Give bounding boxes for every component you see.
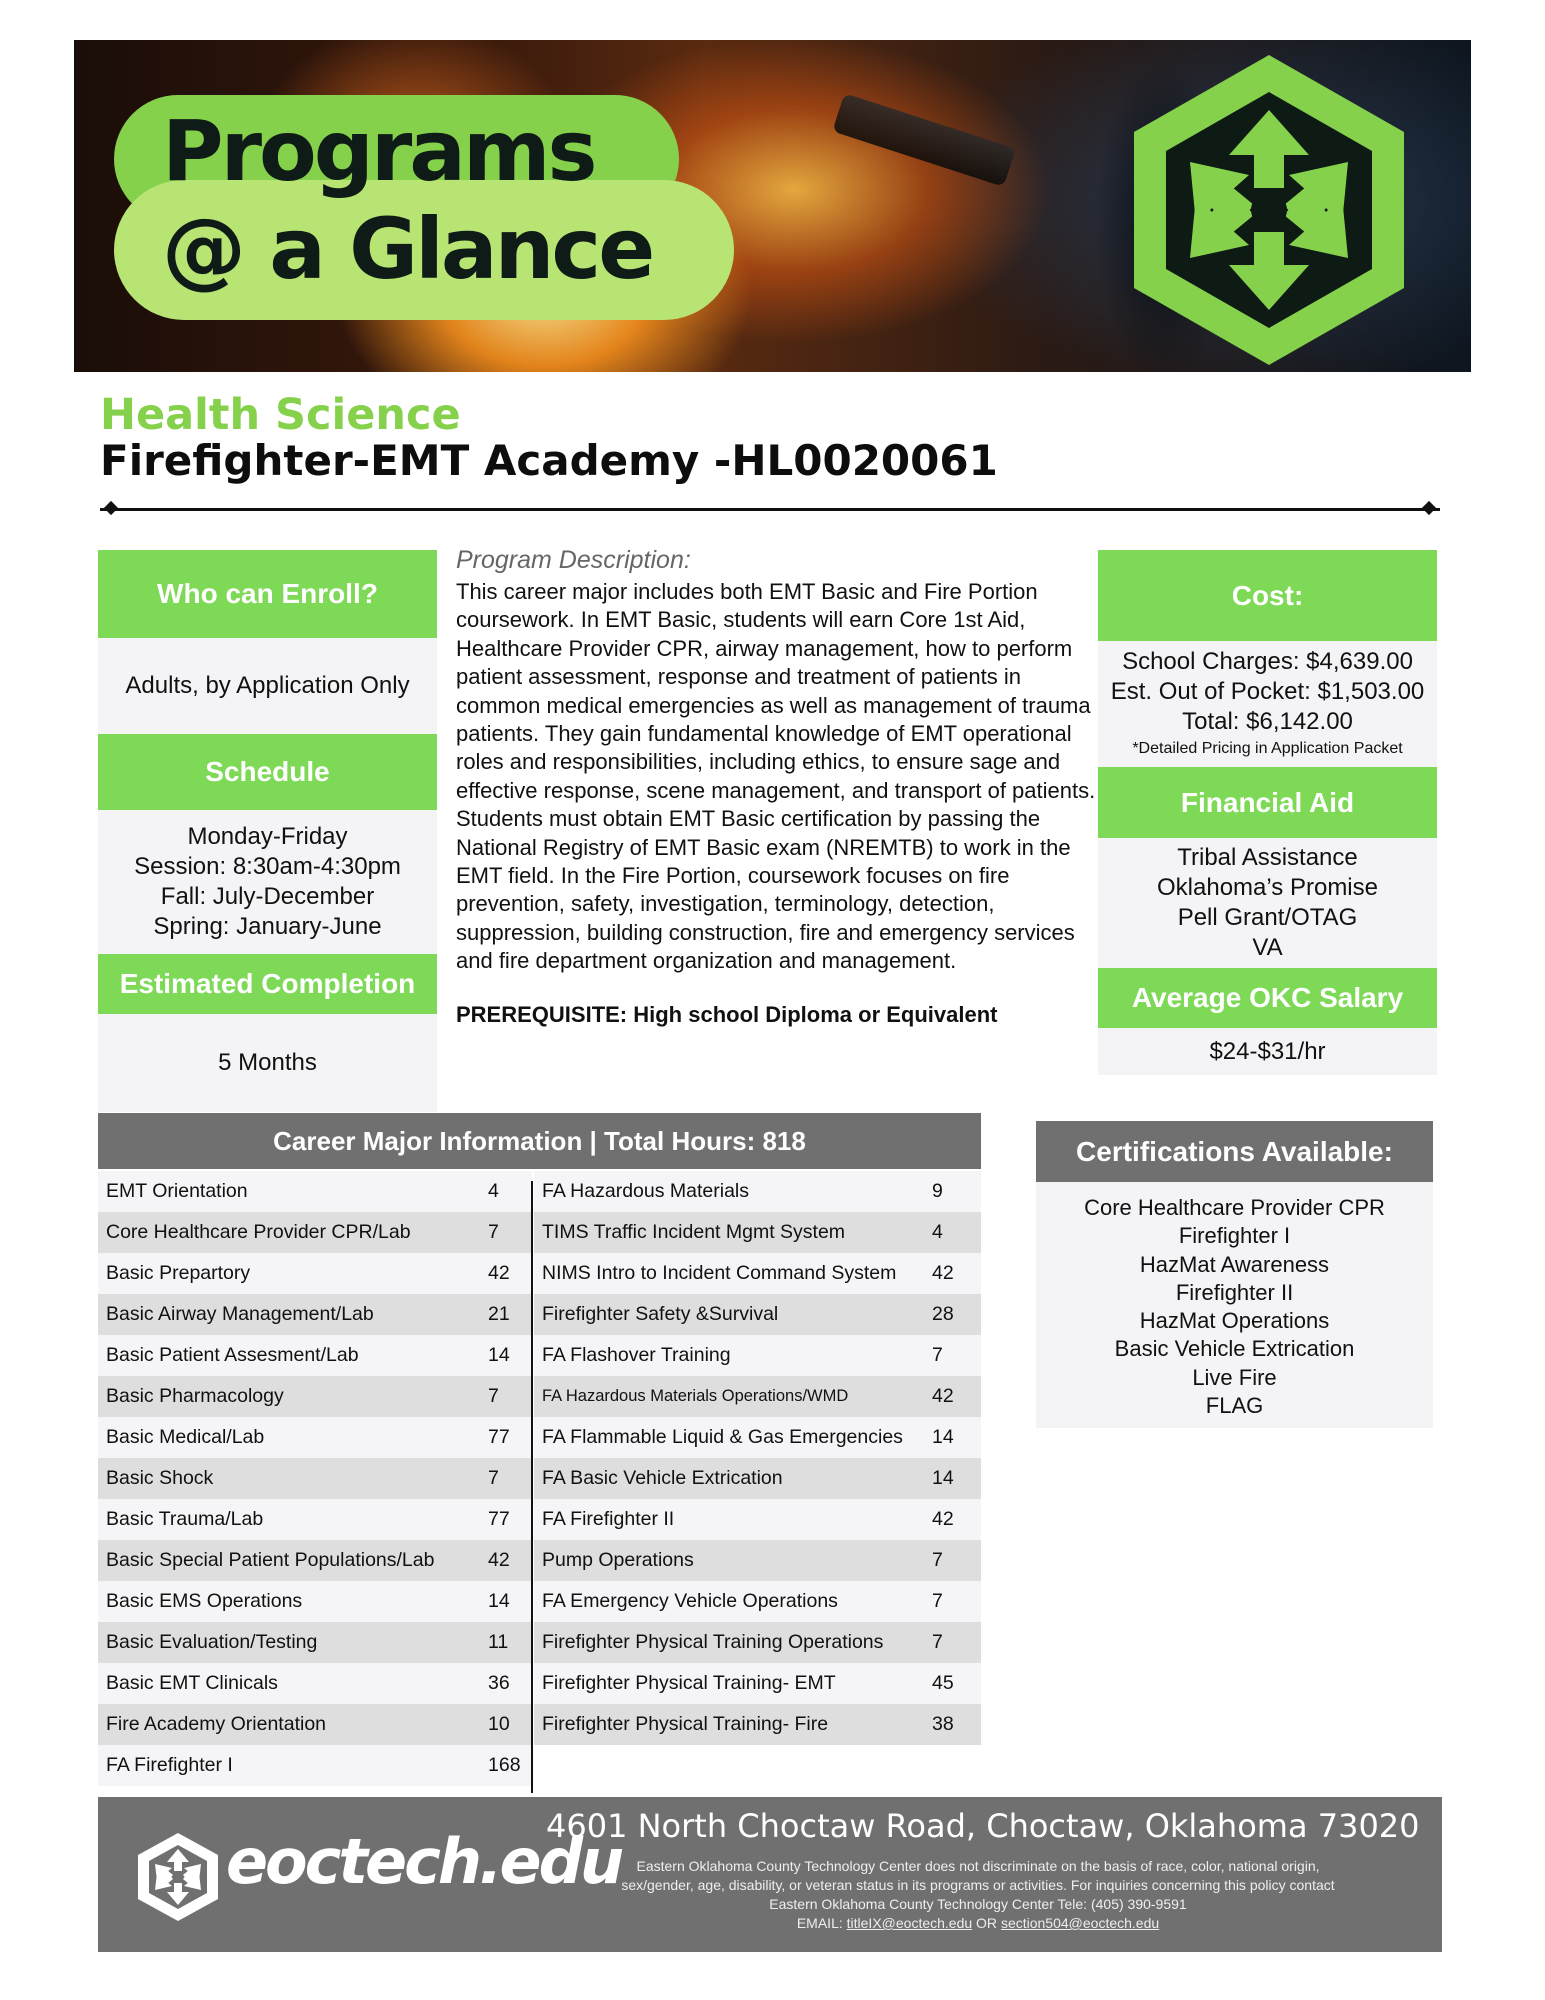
hero-banner <box>74 40 1471 372</box>
course-name: FA Firefighter II <box>542 1508 675 1530</box>
description-text: This career major includes both EMT Basic and Fire Portion coursework. In EMT Basic, students will earn Core 1st Aid, Healthcare Provider CPR, airway management, how to perform patient assessment, response and treatment of patients in common medical emergencies as well as management of trauma patients. They gain fundamental knowledge of EMT operational roles and responsibilities, including ethics, to ensure sage and effective response, scene management, and transport of patients. Students must obtain EMT Basic certification by passing the National Registry of EMT Basic exam (NREMTB) to work in the EMT field. In the Fire Portion, coursework focuses on fire prevention, safety, investigation, terminology, detection, suppression, building construction, fire and emergency services and fire department organization and management. <box>456 579 1096 974</box>
course-name: Basic Medical/Lab <box>106 1426 265 1448</box>
course-hours: 9 <box>932 1180 943 1202</box>
course-hours: 14 <box>932 1426 954 1448</box>
course-name: Basic Patient Assesment/Lab <box>106 1344 359 1366</box>
course-hours: 7 <box>488 1385 499 1407</box>
salary-text: $24-$31/hr <box>1209 1037 1326 1065</box>
course-hours: 28 <box>932 1303 954 1325</box>
table-row <box>534 1458 981 1499</box>
certification-item: FLAG <box>1205 1393 1264 1419</box>
enroll-text: Adults, by Application Only <box>125 672 410 699</box>
course-name: Basic Trauma/Lab <box>106 1508 264 1530</box>
course-name: NIMS Intro to Incident Command System <box>542 1262 897 1284</box>
cost-note: *Detailed Pricing in Application Packet <box>1132 740 1403 757</box>
course-hours: 7 <box>932 1344 943 1366</box>
table-row <box>534 1663 981 1704</box>
footer-notice <box>538 1857 1418 1933</box>
course-name: FA Hazardous Materials Operations/WMD <box>542 1387 849 1405</box>
course-hours: 7 <box>932 1631 943 1653</box>
course-hours: 42 <box>488 1262 510 1284</box>
financial-aid-heading: Financial Aid <box>1098 767 1437 838</box>
notice-line: Eastern Oklahoma County Technology Center does not discriminate on the basis of race, color, national origin, <box>636 1858 1320 1874</box>
email-label: EMAIL: <box>796 1915 843 1931</box>
table-row <box>98 1171 532 1212</box>
table-row <box>534 1499 981 1540</box>
enroll-heading: Who can Enroll? <box>98 550 437 638</box>
table-row <box>98 1622 532 1663</box>
email-or: OR <box>976 1915 998 1931</box>
table-row <box>98 1376 532 1417</box>
course-name: Basic Pharmacology <box>106 1385 284 1407</box>
email-link-title-ix[interactable]: titleIX@eoctech.edu <box>846 1915 973 1931</box>
course-name: Firefighter Safety &Survival <box>542 1303 779 1325</box>
table-row <box>534 1622 981 1663</box>
cost-body <box>1098 641 1437 767</box>
course-hours: 77 <box>488 1426 510 1448</box>
hero-title-line1: Programs <box>162 102 595 200</box>
notice-email-line <box>538 1914 1418 1933</box>
course-hours: 42 <box>932 1508 954 1530</box>
course-hours: 42 <box>488 1549 510 1571</box>
certification-item: Core Healthcare Provider CPR <box>1084 1195 1385 1220</box>
table-row <box>534 1376 981 1417</box>
footer <box>98 1797 1442 1952</box>
cost-school-charges: School Charges: $4,639.00 <box>1122 648 1413 675</box>
career-table-heading: Career Major Information | Total Hours: 818 <box>98 1113 981 1169</box>
footer-address: 4601 North Choctaw Road, Choctaw, Oklahoma 73020 <box>546 1807 1420 1845</box>
table-row <box>534 1253 981 1294</box>
prerequisite-text: PREREQUISITE: High school Diploma or Equivalent <box>456 1002 998 1027</box>
course-name: FA Basic Vehicle Extrication <box>542 1467 783 1489</box>
schedule-body <box>98 810 437 954</box>
financial-aid-item: Pell Grant/OTAG <box>1177 904 1358 931</box>
table-row <box>98 1499 532 1540</box>
course-name: Basic Airway Management/Lab <box>106 1303 374 1325</box>
cost-heading: Cost: <box>1098 550 1437 641</box>
table-row <box>534 1704 981 1745</box>
course-name: TIMS Traffic Incident Mgmt System <box>542 1221 846 1243</box>
completion-heading: Estimated Completion <box>98 954 437 1014</box>
course-name: Core Healthcare Provider CPR/Lab <box>106 1221 411 1243</box>
course-name: Firefighter Physical Training- EMT <box>542 1672 836 1694</box>
course-name: Firefighter Physical Training- Fire <box>542 1713 829 1735</box>
schedule-heading: Schedule <box>98 734 437 810</box>
description-heading: Program Description: <box>456 546 691 574</box>
hexagon-asterisk-logo-icon <box>136 1831 220 1923</box>
table-row <box>534 1540 981 1581</box>
certification-item: Live Fire <box>1192 1364 1277 1390</box>
course-hours: 168 <box>488 1754 521 1776</box>
certification-item: Firefighter II <box>1175 1279 1294 1305</box>
salary-heading: Average OKC Salary <box>1098 968 1437 1028</box>
course-hours: 14 <box>488 1590 510 1612</box>
table-row <box>98 1745 532 1786</box>
table-row <box>98 1663 532 1704</box>
table-row <box>98 1581 532 1622</box>
course-hours: 38 <box>932 1713 954 1735</box>
course-hours: 11 <box>488 1631 509 1653</box>
career-table-right <box>534 1171 981 1745</box>
career-table-left <box>98 1171 532 1786</box>
course-name: Pump Operations <box>542 1549 694 1571</box>
course-hours: 36 <box>488 1672 510 1694</box>
completion-text: 5 Months <box>218 1049 317 1076</box>
salary-body <box>1098 1028 1437 1075</box>
table-row <box>534 1212 981 1253</box>
course-name: Basic Shock <box>106 1467 214 1489</box>
hexagon-asterisk-logo-icon <box>1124 50 1414 370</box>
table-row <box>98 1704 532 1745</box>
title-divider <box>100 508 1440 511</box>
course-name: Basic EMS Operations <box>106 1590 303 1612</box>
table-row <box>98 1540 532 1581</box>
table-row <box>98 1458 532 1499</box>
course-name: EMT Orientation <box>106 1180 248 1202</box>
cost-out-of-pocket: Est. Out of Pocket: $1,503.00 <box>1110 678 1425 705</box>
course-name: FA Flashover Training <box>542 1344 731 1366</box>
hero-title-line2: @ a Glance <box>162 200 653 298</box>
financial-aid-item: Oklahoma’s Promise <box>1157 874 1378 901</box>
course-hours: 77 <box>488 1508 510 1530</box>
table-row <box>98 1212 532 1253</box>
career-table-divider <box>531 1181 533 1793</box>
completion-body <box>98 1014 437 1112</box>
table-row <box>98 1294 532 1335</box>
course-hours: 21 <box>488 1303 510 1325</box>
table-row <box>534 1294 981 1335</box>
department-heading: Health Science <box>100 390 461 440</box>
table-row <box>98 1253 532 1294</box>
course-hours: 4 <box>932 1221 943 1243</box>
financial-aid-item: VA <box>1252 934 1283 961</box>
program-title: Firefighter-EMT Academy -HL0020061 <box>100 436 998 485</box>
course-name: Basic Evaluation/Testing <box>106 1631 318 1653</box>
schedule-line: Spring: January-June <box>153 913 382 940</box>
course-name: Basic Prepartory <box>106 1262 251 1284</box>
financial-aid-body <box>1098 838 1437 968</box>
course-hours: 42 <box>932 1385 954 1407</box>
course-hours: 10 <box>488 1713 510 1735</box>
table-row <box>534 1171 981 1212</box>
certification-item: HazMat Awareness <box>1139 1251 1330 1277</box>
course-hours: 7 <box>488 1467 499 1489</box>
course-name: Basic Special Patient Populations/Lab <box>106 1549 435 1571</box>
schedule-line: Monday-Friday <box>187 823 348 850</box>
notice-line: Eastern Oklahoma County Technology Center Tele: (405) 390-9591 <box>769 1896 1187 1912</box>
table-row <box>534 1417 981 1458</box>
course-name: FA Hazardous Materials <box>542 1180 750 1202</box>
course-name: Firefighter Physical Training Operations <box>542 1631 884 1653</box>
course-hours: 7 <box>932 1590 943 1612</box>
email-link-section504[interactable]: section504@eoctech.edu <box>1000 1915 1160 1931</box>
certifications-heading: Certifications Available: <box>1036 1121 1433 1182</box>
course-hours: 7 <box>932 1549 943 1571</box>
course-hours: 4 <box>488 1180 499 1202</box>
table-row <box>98 1417 532 1458</box>
hero-photo-hose <box>832 93 1016 187</box>
certification-item: Basic Vehicle Extrication <box>1114 1336 1355 1362</box>
certifications-list <box>1036 1182 1433 1428</box>
course-hours: 14 <box>488 1344 510 1366</box>
schedule-line: Fall: July-December <box>160 883 375 910</box>
enroll-body <box>98 638 437 734</box>
course-name: FA Firefighter I <box>106 1754 233 1776</box>
table-row <box>534 1581 981 1622</box>
course-name: Basic EMT Clinicals <box>106 1672 278 1694</box>
course-hours: 14 <box>932 1467 954 1489</box>
course-hours: 7 <box>488 1221 499 1243</box>
course-name: Fire Academy Orientation <box>106 1713 327 1735</box>
cost-total: Total: $6,142.00 <box>1182 708 1353 735</box>
schedule-line: Session: 8:30am-4:30pm <box>134 853 401 880</box>
certification-item: HazMat Operations <box>1139 1308 1330 1334</box>
table-row <box>98 1335 532 1376</box>
course-name: FA Flammable Liquid & Gas Emergencies <box>542 1426 903 1448</box>
footer-brand: eoctech.edu <box>226 1825 622 1898</box>
certification-item: Firefighter I <box>1178 1223 1291 1249</box>
financial-aid-item: Tribal Assistance <box>1177 844 1358 871</box>
table-row <box>534 1335 981 1376</box>
course-hours: 42 <box>932 1262 954 1284</box>
course-hours: 45 <box>932 1672 954 1694</box>
course-name: FA Emergency Vehicle Operations <box>542 1590 838 1612</box>
notice-line: sex/gender, age, disability, or veteran status in its programs or activities. For inquiries concerning this policy contact <box>621 1877 1335 1893</box>
